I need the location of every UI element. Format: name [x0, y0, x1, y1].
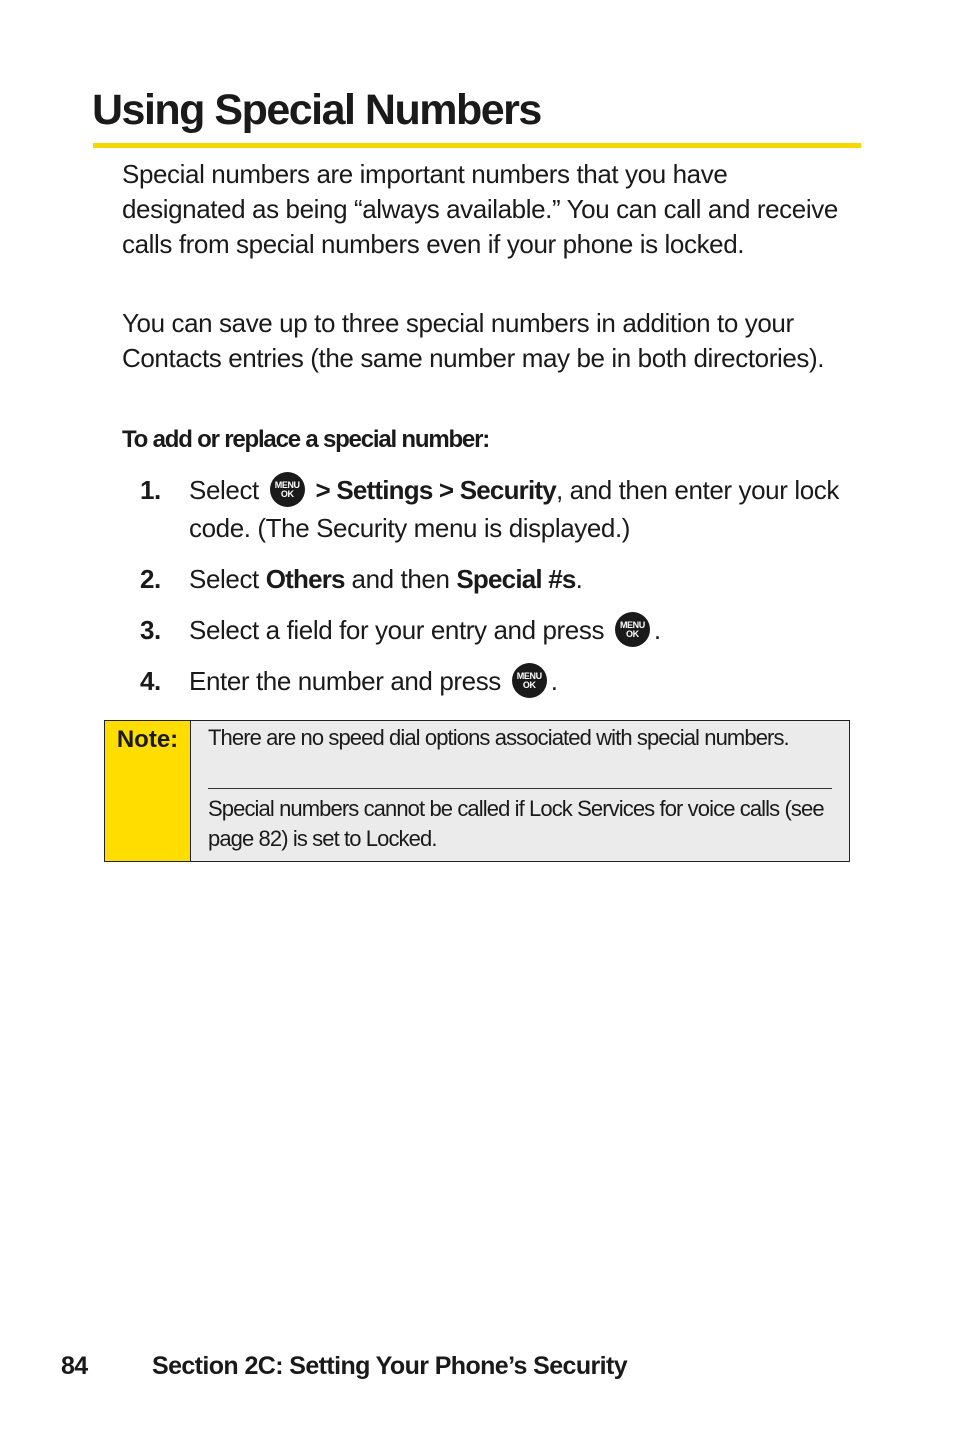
page-title: Using Special Numbers	[92, 86, 541, 134]
note-label: Note:	[105, 721, 191, 861]
step-text: Select MENU OK > Settings > Security, and then enter your lock code. (The Security menu is displayed.)	[189, 472, 859, 547]
step-number: 2.	[140, 564, 161, 594]
page-number: 84	[61, 1352, 88, 1380]
step-text: Select a field for your entry and press MENU OK .	[189, 612, 859, 650]
step-text: Select Others and then Special #s.	[189, 564, 583, 594]
menu-ok-key-icon: MENU OK	[270, 472, 305, 507]
note-item: There are no speed dial options associated with special numbers.	[208, 725, 789, 750]
procedure-heading: To add or replace a special number:	[122, 426, 490, 453]
note-divider	[208, 788, 832, 789]
menu-option-special: Special #s	[456, 564, 576, 594]
step-text: Enter the number and press MENU OK .	[189, 663, 859, 701]
note-item: Special numbers cannot be called if Lock Services for voice calls (see page 82) is set to Locked.	[208, 796, 824, 851]
menu-ok-key-icon: MENU OK	[615, 612, 650, 647]
menu-path: > Settings > Security	[315, 475, 556, 505]
note-box	[104, 720, 850, 862]
step-number: 4.	[140, 666, 161, 696]
section-title: Section 2C: Setting Your Phone’s Security	[152, 1352, 628, 1380]
menu-ok-key-icon: MENU OK	[512, 663, 547, 698]
menu-option-others: Others	[265, 564, 345, 594]
title-underline	[93, 143, 861, 148]
step-number: 3.	[140, 615, 161, 645]
intro-paragraph: Special numbers are important numbers that you have designated as being “always available.” You can call and receive calls from special numbers even if your phone is locked.	[122, 159, 838, 259]
step-number: 1.	[140, 475, 161, 505]
capacity-paragraph: You can save up to three special numbers in addition to your Contacts entries (the same number may be in both directories).	[122, 308, 825, 373]
